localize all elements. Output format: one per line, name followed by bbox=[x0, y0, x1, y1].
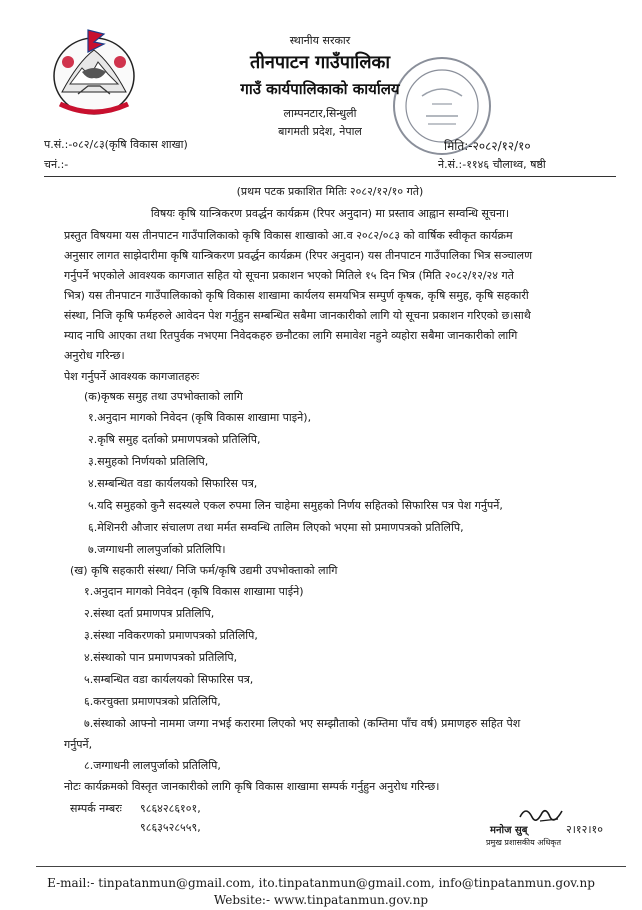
list-item: ३.संस्था नविकरणको प्रमाणपत्रको प्रतिलिपि, bbox=[84, 629, 258, 642]
list-item: ७.संस्थाको आफ्नो नाममा जग्गा नभई करारमा लिएको भए सम्झौताको (कम्तिमा पाँच वर्ष) प्रमाणहरु सहित पेश bbox=[84, 717, 521, 730]
body-line: प्रस्तुत विषयमा यस तीनपाटन गाउँपालिकाको कृषि विकास शाखाको आ.व २०८२/०८३ को वार्षिक स्वीकृत कार्यक्रम bbox=[64, 229, 513, 242]
list-item: ३.समुहको निर्णयको प्रतिलिपि, bbox=[88, 455, 209, 468]
body-line: म्याद नाघि आएका तथा रितपुर्वक नभएमा निवेदकहरु छनौटका लागि समावेश नहुने व्यहोरा सबैमा जानकारीको लागि bbox=[64, 329, 518, 342]
nepal-sambat-date: ने.सं.:-११४६ चौलाथ्व, षष्ठी bbox=[438, 158, 546, 171]
list-item: ५.सम्बन्धित वडा कार्यलयको सिफारिस पत्र, bbox=[84, 673, 254, 686]
footer-email: E-mail:- tinpatanmun@gmail.com, ito.tinpatanmun@gmail.com, info@tinpatanmun.gov.np bbox=[47, 876, 595, 890]
letter-date: मिति:-२०८२/१२/१० bbox=[444, 139, 531, 153]
body-line: संस्था, निजि कृषि फर्महरुले आवेदन पेश गर्नुहुन सम्बन्धित सबैमा जानकारीको लागि यो सूचना प्रकाशन गरिएको छ।साथै bbox=[64, 309, 531, 322]
notice-subject: विषयः कृषि यान्त्रिकरण प्रवर्द्धन कार्यक्रम (रिपर अनुदान) मा प्रस्ताव आह्वान सम्वन्धि सूचना। bbox=[150, 207, 510, 220]
contact-number: ९८६४२८६१०१, bbox=[140, 802, 201, 815]
signature-date: २।१२।१० bbox=[566, 823, 603, 836]
list-item: ५.यदि समुहको कुनै सदस्यले एकल रुपमा लिन चाहेमा समुहको निर्णय सहितको सिफारिस पत्र पेश गर्नुपर्ने, bbox=[88, 499, 503, 512]
notice-body bbox=[64, 226, 610, 366]
list-item: ४.संस्थाको पान प्रमाणपत्रको प्रतिलिपि, bbox=[84, 651, 238, 664]
contact-number: ९८६३५२८५५९, bbox=[140, 821, 201, 834]
reference-number: प.सं.:-०८२/८३(कृषि विकास शाखा) bbox=[44, 138, 188, 151]
local-govt-label: स्थानीय सरकार bbox=[289, 34, 351, 47]
list-item: १.अनुदान मागको निवेदन (कृषि विकास शाखामा पाइने), bbox=[88, 411, 312, 424]
nepal-emblem-icon bbox=[48, 22, 140, 122]
list-item: ७.जग्गाधनी लालपुर्जाको प्रतिलिपि। bbox=[88, 543, 226, 556]
office-name: गाउँ कार्यपालिकाको कार्यालय bbox=[240, 80, 400, 98]
signatory-title: प्रमुख प्रशासकीय अधिकृत bbox=[486, 838, 562, 847]
address-line-1: लाम्पनटार,सिन्धुली bbox=[283, 107, 357, 120]
footnote: नोटः कार्यक्रमको विस्तृत जानकारीको लागि कृषि विकास शाखामा सम्पर्क गर्नुहुन अनुरोध गरिन्छ। bbox=[64, 780, 440, 793]
list-item: ४.सम्बन्धित वडा कार्यलयको सिफारिस पत्र, bbox=[88, 477, 258, 490]
header-divider bbox=[44, 176, 616, 177]
contact-label: सम्पर्क नम्बरः bbox=[70, 802, 122, 815]
footer-website: Website:- www.tinpatanmun.gov.np bbox=[213, 893, 429, 907]
signatory-name: मनोज सुब् bbox=[490, 825, 528, 836]
list-item: ६.मेशिनरी औजार संचालण तथा मर्मत सम्वन्धि तालिम लिएको भएमा सो प्रमाणपत्रको प्रतिलिपि, bbox=[88, 521, 464, 534]
address-line-2: बागमती प्रदेश, नेपाल bbox=[278, 125, 362, 138]
body-line: गर्नुपर्ने भएकोले आवश्यक कागजात सहित यो सूचना प्रकाशन भएको मितिले १५ दिन भित्र (मिति २०८२/१२/२४ गते bbox=[64, 269, 514, 282]
footer-divider bbox=[36, 866, 626, 867]
municipality-name: तीनपाटन गाउँपालिका bbox=[249, 52, 391, 73]
list-item: ८.जग्गाधनी लालपुर्जाको प्रतिलिपि, bbox=[84, 759, 221, 772]
section-a-title: (क)कृषक समुह तथा उपभोक्ताको लागि bbox=[84, 390, 243, 403]
body-line: भित्र) यस तीनपाटन गाउँपालिकाको कृषि विकास शाखामा कार्यलय समयभित्र सम्पुर्ण कृषक, कृषि समुह, कृषि सहकारी bbox=[64, 289, 529, 302]
list-item: २.कृषि समुह दर्ताको प्रमाणपत्रको प्रतिलिपि, bbox=[88, 433, 261, 446]
first-published-note: (प्रथम पटक प्रकाशित मितिः २०८२/१२/१० गते) bbox=[236, 185, 424, 198]
documents-heading: पेश गर्नुपर्ने आवश्यक कागजातहरुः bbox=[64, 370, 200, 383]
body-line: अनुरोध गरिन्छ। bbox=[64, 349, 125, 362]
body-line: अनुसार लागत साझेदारीमा कृषि यान्त्रिकरण प्रवर्द्धन कार्यक्रम (रिपर अनुदान) यस तीनपाटन गाउँपालिका भित्र सञ्चालण bbox=[64, 249, 533, 262]
list-item: ६.करचुक्ता प्रमाणपत्रको प्रतिलिपि, bbox=[84, 695, 221, 708]
list-item: १.अनुदान मागको निवेदन (कृषि विकास शाखामा पाईने) bbox=[84, 585, 304, 598]
list-item: २.संस्था दर्ता प्रमाणपत्र प्रतिलिपि, bbox=[84, 607, 215, 620]
dispatch-number: चनं.:- bbox=[44, 158, 69, 171]
section-b-title: (ख) कृषि सहकारी संस्था/ निजि फर्म/कृषि उद्यमी उपभोक्ताको लागि bbox=[70, 564, 338, 577]
list-item-continuation: गर्नुपर्ने, bbox=[64, 738, 93, 751]
